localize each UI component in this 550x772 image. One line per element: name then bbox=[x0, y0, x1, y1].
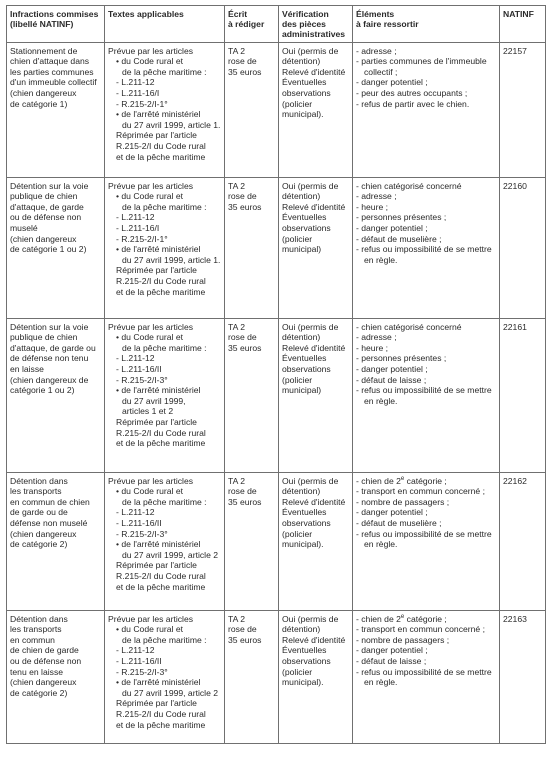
natinf-code: 22160 bbox=[503, 180, 527, 191]
element-item bbox=[356, 614, 496, 625]
code-rural-line: de la pêche maritime : bbox=[122, 634, 207, 645]
infraction-line: d'attaque, de garde ou bbox=[10, 342, 96, 353]
element-item: - nombre de passagers ; bbox=[356, 635, 496, 646]
natinf-cell bbox=[500, 610, 546, 743]
element-item: - défaut de laisse ; bbox=[356, 656, 496, 667]
element-item: - refus de partir avec le chien. bbox=[356, 99, 496, 110]
textes-intro: Prévue par les articles bbox=[108, 180, 194, 191]
element-item: - heure ; bbox=[356, 202, 496, 213]
table-row bbox=[7, 318, 546, 472]
verification-line: Relevé d'identité bbox=[282, 342, 346, 353]
textes-intro: Prévue par les articles bbox=[108, 45, 194, 56]
natinf-cell bbox=[500, 472, 546, 610]
infraction-cell bbox=[7, 177, 105, 318]
elements-cell bbox=[353, 177, 500, 318]
verification-line: municipal) bbox=[282, 244, 322, 255]
natinf-cell bbox=[500, 318, 546, 472]
article-item: - L.211-12 bbox=[108, 212, 221, 223]
ecrit-line: 35 euros bbox=[228, 496, 262, 507]
code-rural-line: • du Code rural et bbox=[108, 332, 221, 343]
element-item: - personnes présentes ; bbox=[356, 212, 496, 223]
arrete-line: • de l'arrêté ministériel bbox=[108, 244, 221, 255]
verification-line: Éventuelles bbox=[282, 77, 327, 88]
element-superscript: e bbox=[400, 613, 405, 620]
reprime-line: R.215-2/I du Code rural bbox=[116, 140, 206, 151]
infraction-line: Stationnement de bbox=[10, 45, 78, 56]
textes-intro: Prévue par les articles bbox=[108, 613, 194, 624]
element-item: - refus ou impossibilité de se mettre bbox=[356, 529, 496, 540]
arrete-line: articles 1 et 2 bbox=[122, 406, 174, 417]
header-ecrit: Écrit à rédiger bbox=[225, 6, 279, 43]
header-textes: Textes applicables bbox=[105, 6, 225, 43]
natinf-cell bbox=[500, 177, 546, 318]
verification-line: municipal). bbox=[282, 677, 324, 688]
element-item: - danger potentiel ; bbox=[356, 223, 496, 234]
reprime-line: R.215-2/I du Code rural bbox=[116, 275, 206, 286]
element-item: - défaut de laisse ; bbox=[356, 375, 496, 386]
ecrit-line: rose de bbox=[228, 486, 257, 497]
textes-cell bbox=[105, 318, 225, 472]
infraction-line: les transports bbox=[10, 624, 62, 635]
element-item: - danger potentiel ; bbox=[356, 364, 496, 375]
element-item: - danger potentiel ; bbox=[356, 77, 496, 88]
verification-line: Éventuelles bbox=[282, 507, 327, 518]
verification-line: municipal). bbox=[282, 109, 324, 120]
reprime-line: Réprimée par l'article bbox=[116, 130, 197, 141]
article-item: - L.211-12 bbox=[108, 353, 221, 364]
ecrit-cell bbox=[225, 610, 279, 743]
infraction-line: catégorie 1 ou 2) bbox=[10, 385, 75, 396]
element-item: - peur des autres occupants ; bbox=[356, 88, 496, 99]
elements-cell bbox=[353, 318, 500, 472]
ecrit-line: TA 2 bbox=[228, 613, 246, 624]
verification-line: observations bbox=[282, 517, 331, 528]
reprime-line: Réprimée par l'article bbox=[116, 265, 197, 276]
article-item: - R.215-2/I-3° bbox=[108, 667, 221, 678]
article-item: - L.211-16/I bbox=[108, 88, 221, 99]
table-row bbox=[7, 177, 546, 318]
verification-line: Relevé d'identité bbox=[282, 634, 346, 645]
infraction-cell bbox=[7, 42, 105, 177]
code-rural-line: • du Code rural et bbox=[108, 56, 221, 67]
ecrit-cell bbox=[225, 318, 279, 472]
infraction-line: Détention dans bbox=[10, 613, 68, 624]
verification-line: Relevé d'identité bbox=[282, 201, 346, 212]
reprime-line: et de la pêche maritime bbox=[116, 438, 206, 449]
element-text: catégorie ; bbox=[404, 613, 447, 624]
element-item-cont: en règle. bbox=[364, 254, 398, 265]
infraction-line: de garde ou de bbox=[10, 507, 68, 518]
infraction-cell bbox=[7, 318, 105, 472]
element-item bbox=[356, 476, 496, 487]
infraction-line: en laisse bbox=[10, 363, 44, 374]
verification-line: observations bbox=[282, 87, 331, 98]
verification-line: Éventuelles bbox=[282, 645, 327, 656]
code-rural-line: • du Code rural et bbox=[108, 486, 221, 497]
infraction-line: chien d'attaque dans bbox=[10, 56, 90, 67]
textes-cell bbox=[105, 42, 225, 177]
infraction-line: (chien dangereux de bbox=[10, 374, 89, 385]
element-item: - adresse ; bbox=[356, 191, 496, 202]
verification-line: Oui (permis de bbox=[282, 180, 339, 191]
reprime-line: Réprimée par l'article bbox=[116, 416, 197, 427]
textes-cell bbox=[105, 610, 225, 743]
textes-intro: Prévue par les articles bbox=[108, 475, 194, 486]
infraction-line: en commun bbox=[10, 634, 55, 645]
article-item: - L.211-12 bbox=[108, 77, 221, 88]
textes-cell bbox=[105, 472, 225, 610]
infraction-cell bbox=[7, 610, 105, 743]
arrete-line: du 27 avril 1999, article 1. bbox=[122, 254, 221, 265]
ecrit-cell bbox=[225, 42, 279, 177]
code-rural-line: de la pêche maritime : bbox=[122, 201, 207, 212]
verification-line: (policier bbox=[282, 666, 313, 677]
element-text: catégorie ; bbox=[404, 475, 447, 486]
article-item: - L.211-16/II bbox=[108, 656, 221, 667]
verification-line: Éventuelles bbox=[282, 212, 327, 223]
infraction-line: Détention sur la voie bbox=[10, 321, 89, 332]
infraction-line: de chien de garde bbox=[10, 645, 79, 656]
ecrit-line: TA 2 bbox=[228, 45, 246, 56]
infraction-line: les transports bbox=[10, 486, 62, 497]
natinf-cell bbox=[500, 42, 546, 177]
verification-line: observations bbox=[282, 222, 331, 233]
verification-line: Éventuelles bbox=[282, 353, 327, 364]
element-item-cont: en règle. bbox=[364, 677, 398, 688]
infraction-line: de catégorie 2) bbox=[10, 539, 68, 550]
ecrit-line: TA 2 bbox=[228, 321, 246, 332]
infraction-line: de catégorie 2) bbox=[10, 687, 68, 698]
element-item: - défaut de muselière ; bbox=[356, 518, 496, 529]
arrete-line: • de l'arrêté ministériel bbox=[108, 109, 221, 120]
article-item: - R.215-2/I-3° bbox=[108, 529, 221, 540]
infraction-line: Détention dans bbox=[10, 475, 68, 486]
element-item-cont: en règle. bbox=[364, 539, 398, 550]
article-item: - L.211-12 bbox=[108, 507, 221, 518]
ecrit-line: TA 2 bbox=[228, 180, 246, 191]
header-row bbox=[7, 6, 546, 43]
code-rural-line: de la pêche maritime : bbox=[122, 342, 207, 353]
verification-cell bbox=[279, 472, 353, 610]
verification-line: municipal). bbox=[282, 539, 324, 550]
element-item: - chien catégorisé concerné bbox=[356, 181, 496, 192]
arrete-line: du 27 avril 1999, bbox=[122, 395, 186, 406]
ecrit-line: rose de bbox=[228, 191, 257, 202]
verification-line: (policier bbox=[282, 233, 313, 244]
verification-line: municipal) bbox=[282, 385, 322, 396]
verification-cell bbox=[279, 610, 353, 743]
code-rural-line: de la pêche maritime : bbox=[122, 66, 207, 77]
natinf-code: 22162 bbox=[503, 475, 527, 486]
ecrit-line: 35 euros bbox=[228, 66, 262, 77]
infraction-line: tenu en laisse bbox=[10, 666, 64, 677]
article-item: - L.211-16/II bbox=[108, 364, 221, 375]
infraction-line: (chien dangereux bbox=[10, 233, 77, 244]
verification-line: Relevé d'identité bbox=[282, 66, 346, 77]
article-item: - L.211-16/I bbox=[108, 223, 221, 234]
element-item: - transport en commun concerné ; bbox=[356, 486, 496, 497]
element-item: - refus ou impossibilité de se mettre bbox=[356, 244, 496, 255]
element-item: - refus ou impossibilité de se mettre bbox=[356, 667, 496, 678]
elements-cell bbox=[353, 472, 500, 610]
table-row bbox=[7, 42, 546, 177]
element-item: - danger potentiel ; bbox=[356, 645, 496, 656]
verification-line: détention) bbox=[282, 624, 321, 635]
article-item: - R.215-2/I-3° bbox=[108, 375, 221, 386]
ecrit-line: 35 euros bbox=[228, 201, 262, 212]
verification-line: détention) bbox=[282, 486, 321, 497]
reprime-line: et de la pêche maritime bbox=[116, 286, 206, 297]
header-verification: Vérification des pièces administratives bbox=[279, 6, 353, 43]
reprime-line: R.215-2/I du Code rural bbox=[116, 427, 206, 438]
natinf-code: 22157 bbox=[503, 45, 527, 56]
verification-line: observations bbox=[282, 655, 331, 666]
verification-line: Relevé d'identité bbox=[282, 496, 346, 507]
infraction-line: en commun de chien bbox=[10, 496, 90, 507]
article-item: - L.211-16/II bbox=[108, 518, 221, 529]
elements-cell bbox=[353, 610, 500, 743]
header-elements: Éléments à faire ressortir bbox=[353, 6, 500, 43]
infraction-line: d'attaque, de garde bbox=[10, 201, 84, 212]
natinf-code: 22163 bbox=[503, 613, 527, 624]
natinf-code: 22161 bbox=[503, 321, 527, 332]
ecrit-line: 35 euros bbox=[228, 634, 262, 645]
ecrit-line: rose de bbox=[228, 56, 257, 67]
verification-line: détention) bbox=[282, 191, 321, 202]
code-rural-line: de la pêche maritime : bbox=[122, 496, 207, 507]
reprime-line: R.215-2/I du Code rural bbox=[116, 570, 206, 581]
verification-cell bbox=[279, 42, 353, 177]
verification-line: (policier bbox=[282, 528, 313, 539]
element-item: - défaut de muselière ; bbox=[356, 234, 496, 245]
arrete-line: du 27 avril 1999, article 2 bbox=[122, 687, 219, 698]
article-item: - L.211-12 bbox=[108, 645, 221, 656]
element-item: - adresse ; bbox=[356, 332, 496, 343]
infraction-line: de défense non tenu bbox=[10, 353, 89, 364]
article-item: - R.215-2/I-1° bbox=[108, 234, 221, 245]
reprime-line: et de la pêche maritime bbox=[116, 151, 206, 162]
element-superscript: e bbox=[400, 475, 405, 482]
ecrit-line: rose de bbox=[228, 624, 257, 635]
reprime-line: Réprimée par l'article bbox=[116, 560, 197, 571]
header-infraction: Infractions commises (libellé NATINF) bbox=[7, 6, 105, 43]
element-item: - adresse ; bbox=[356, 46, 496, 57]
infraction-line: (chien dangereux bbox=[10, 87, 77, 98]
infraction-line: Détention sur la voie bbox=[10, 180, 89, 191]
verification-line: (policier bbox=[282, 98, 313, 109]
infraction-line: d'un immeuble collectif bbox=[10, 77, 97, 88]
infraction-line: (chien dangereux bbox=[10, 528, 77, 539]
verification-line: Oui (permis de bbox=[282, 475, 339, 486]
verification-line: Oui (permis de bbox=[282, 613, 339, 624]
verification-line: détention) bbox=[282, 332, 321, 343]
arrete-line: • de l'arrêté ministériel bbox=[108, 677, 221, 688]
elements-cell bbox=[353, 42, 500, 177]
ecrit-cell bbox=[225, 177, 279, 318]
element-item: - transport en commun concerné ; bbox=[356, 624, 496, 635]
element-text: chien de 2 bbox=[361, 475, 401, 486]
verification-line: (policier bbox=[282, 374, 313, 385]
ecrit-cell bbox=[225, 472, 279, 610]
arrete-line: du 27 avril 1999, article 1. bbox=[122, 119, 221, 130]
verification-cell bbox=[279, 177, 353, 318]
infraction-line: muselé bbox=[10, 222, 38, 233]
infraction-line: publique de chien bbox=[10, 332, 78, 343]
code-rural-line: • du Code rural et bbox=[108, 624, 221, 635]
arrete-line: • de l'arrêté ministériel bbox=[108, 385, 221, 396]
element-item-cont: collectif ; bbox=[364, 66, 398, 77]
infractions-table bbox=[6, 5, 546, 744]
verification-line: Oui (permis de bbox=[282, 321, 339, 332]
reprime-line: et de la pêche maritime bbox=[116, 581, 206, 592]
infraction-line: publique de chien bbox=[10, 191, 78, 202]
infraction-cell bbox=[7, 472, 105, 610]
infraction-line: (chien dangereux bbox=[10, 677, 77, 688]
verification-line: Oui (permis de bbox=[282, 45, 339, 56]
reprime-line: et de la pêche maritime bbox=[116, 719, 206, 730]
infraction-line: ou de défense non bbox=[10, 655, 82, 666]
infraction-line: défense non muselé bbox=[10, 517, 88, 528]
element-item: - chien catégorisé concerné bbox=[356, 322, 496, 333]
element-item: - nombre de passagers ; bbox=[356, 497, 496, 508]
ecrit-line: rose de bbox=[228, 332, 257, 343]
table-row bbox=[7, 610, 546, 743]
reprime-line: Réprimée par l'article bbox=[116, 698, 197, 709]
infraction-line: de catégorie 1) bbox=[10, 98, 68, 109]
textes-cell bbox=[105, 177, 225, 318]
infraction-line: les parties communes bbox=[10, 66, 94, 77]
element-item: - refus ou impossibilité de se mettre bbox=[356, 385, 496, 396]
ecrit-line: 35 euros bbox=[228, 342, 262, 353]
element-item: - danger potentiel ; bbox=[356, 507, 496, 518]
element-item: - personnes présentes ; bbox=[356, 353, 496, 364]
textes-intro: Prévue par les articles bbox=[108, 321, 194, 332]
element-text: chien de 2 bbox=[361, 613, 401, 624]
verification-line: observations bbox=[282, 363, 331, 374]
infraction-line: de catégorie 1 ou 2) bbox=[10, 244, 87, 255]
element-item-cont: en règle. bbox=[364, 395, 398, 406]
element-item: - parties communes de l'immeuble bbox=[356, 56, 496, 67]
reprime-line: R.215-2/I du Code rural bbox=[116, 708, 206, 719]
verification-line: détention) bbox=[282, 56, 321, 67]
article-item: - R.215-2/I-1° bbox=[108, 99, 221, 110]
arrete-line: du 27 avril 1999, article 2 bbox=[122, 549, 219, 560]
ecrit-line: TA 2 bbox=[228, 475, 246, 486]
table-row bbox=[7, 472, 546, 610]
arrete-line: • de l'arrêté ministériel bbox=[108, 539, 221, 550]
infraction-line: ou de défense non bbox=[10, 212, 82, 223]
code-rural-line: • du Code rural et bbox=[108, 191, 221, 202]
verification-cell bbox=[279, 318, 353, 472]
element-item: - heure ; bbox=[356, 343, 496, 354]
header-natinf: NATINF bbox=[500, 6, 546, 43]
